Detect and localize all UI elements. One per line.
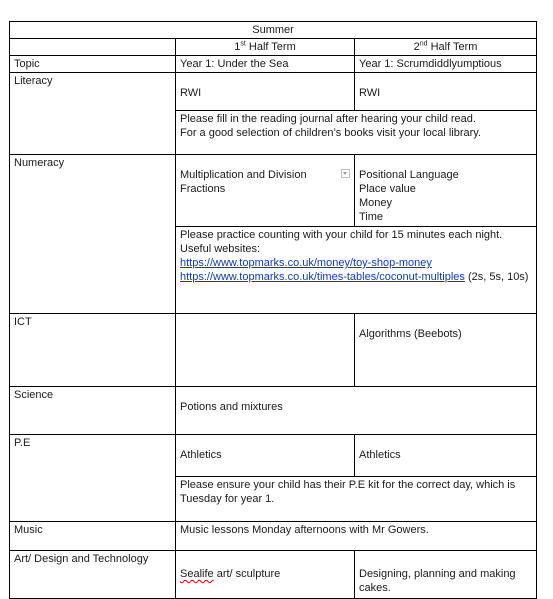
first-term-number: 1: [234, 41, 241, 53]
topic-first-half: Year 1: Under the Sea: [176, 56, 355, 73]
topic-row: [10, 56, 537, 73]
pe-row: [10, 435, 537, 477]
topic-label: Topic: [10, 56, 176, 73]
numeracy-first-half: [176, 155, 355, 227]
numeracy-second-item: Money: [359, 197, 393, 209]
music-row: [10, 522, 537, 551]
numeracy-note-line-1: Please practice counting with your child for 15 minutes each night.: [180, 229, 503, 241]
second-half-term-header: [355, 39, 537, 56]
literacy-note: [176, 111, 537, 155]
literacy-note-line-1: Please fill in the reading journal after hearing your child read.: [180, 113, 476, 125]
literacy-row: [10, 73, 537, 111]
season-row: [10, 22, 537, 39]
literacy-second-half: RWI: [355, 73, 537, 111]
music-label: Music: [10, 522, 176, 551]
first-half-term-header: [176, 39, 355, 56]
season-header: Summer: [10, 22, 537, 39]
numeracy-first-item: Multiplication and Division: [180, 169, 307, 181]
pe-second-half: Athletics: [355, 435, 537, 477]
first-term-ordinal: st: [240, 40, 246, 48]
second-term-ordinal: nd: [419, 40, 428, 48]
coconut-multiples-link[interactable]: https://www.topmarks.co.uk/times-tables/coconut-multiples: [180, 271, 465, 283]
art-second-half: Designing, planning and making cakes.: [355, 551, 537, 599]
numeracy-first-item: Fractions: [180, 183, 226, 195]
science-label: Science: [10, 387, 176, 435]
science-content: Potions and mixtures: [176, 387, 537, 435]
pe-label: P.E: [10, 435, 176, 522]
empty-header-cell: [10, 39, 176, 56]
art-row: [10, 551, 537, 599]
numeracy-row: [10, 155, 537, 227]
literacy-first-half: RWI: [176, 73, 355, 111]
numeracy-second-item: Place value: [359, 183, 416, 195]
topic-second-half: Year 1: Scrumdiddlyumptious: [355, 56, 537, 73]
second-term-label: Half Term: [427, 41, 478, 53]
pe-note: Please ensure your child has their P.E kit for the correct day, which is Tuesday for year 1.: [176, 477, 537, 522]
ict-first-half: [176, 314, 355, 387]
art-label: Art/ Design and Technology: [10, 551, 176, 599]
coconut-multiples-suffix: (2s, 5s, 10s): [464, 271, 529, 283]
term-header-row: [10, 39, 537, 56]
art-first-half: [176, 551, 355, 599]
ict-label: ICT: [10, 314, 176, 387]
toy-shop-money-link[interactable]: https://www.topmarks.co.uk/money/toy-shop-money: [180, 257, 432, 269]
curriculum-table: [9, 21, 537, 599]
numeracy-second-item: Positional Language: [359, 169, 459, 181]
numeracy-second-half: [355, 155, 537, 227]
numeracy-note: [176, 227, 537, 314]
literacy-note-line-2: For a good selection of children’s books visit your local library.: [180, 127, 482, 139]
ict-row: [10, 314, 537, 387]
science-row: [10, 387, 537, 435]
second-term-number: 2: [413, 41, 420, 53]
literacy-label: Literacy: [10, 73, 176, 155]
numeracy-second-item: Time: [359, 211, 384, 223]
first-term-label: Half Term: [245, 41, 296, 53]
ict-second-half: Algorithms (Beebots): [355, 314, 537, 387]
dropdown-handle-icon[interactable]: [341, 169, 350, 178]
music-content: Music lessons Monday afternoons with Mr Gowers.: [176, 522, 537, 551]
pe-first-half: Athletics: [176, 435, 355, 477]
numeracy-label: Numeracy: [10, 155, 176, 314]
art-first-rest: art/ sculpture: [213, 568, 281, 580]
numeracy-note-line-2: Useful websites:: [180, 243, 261, 255]
spellcheck-word: Sealife: [180, 568, 214, 580]
